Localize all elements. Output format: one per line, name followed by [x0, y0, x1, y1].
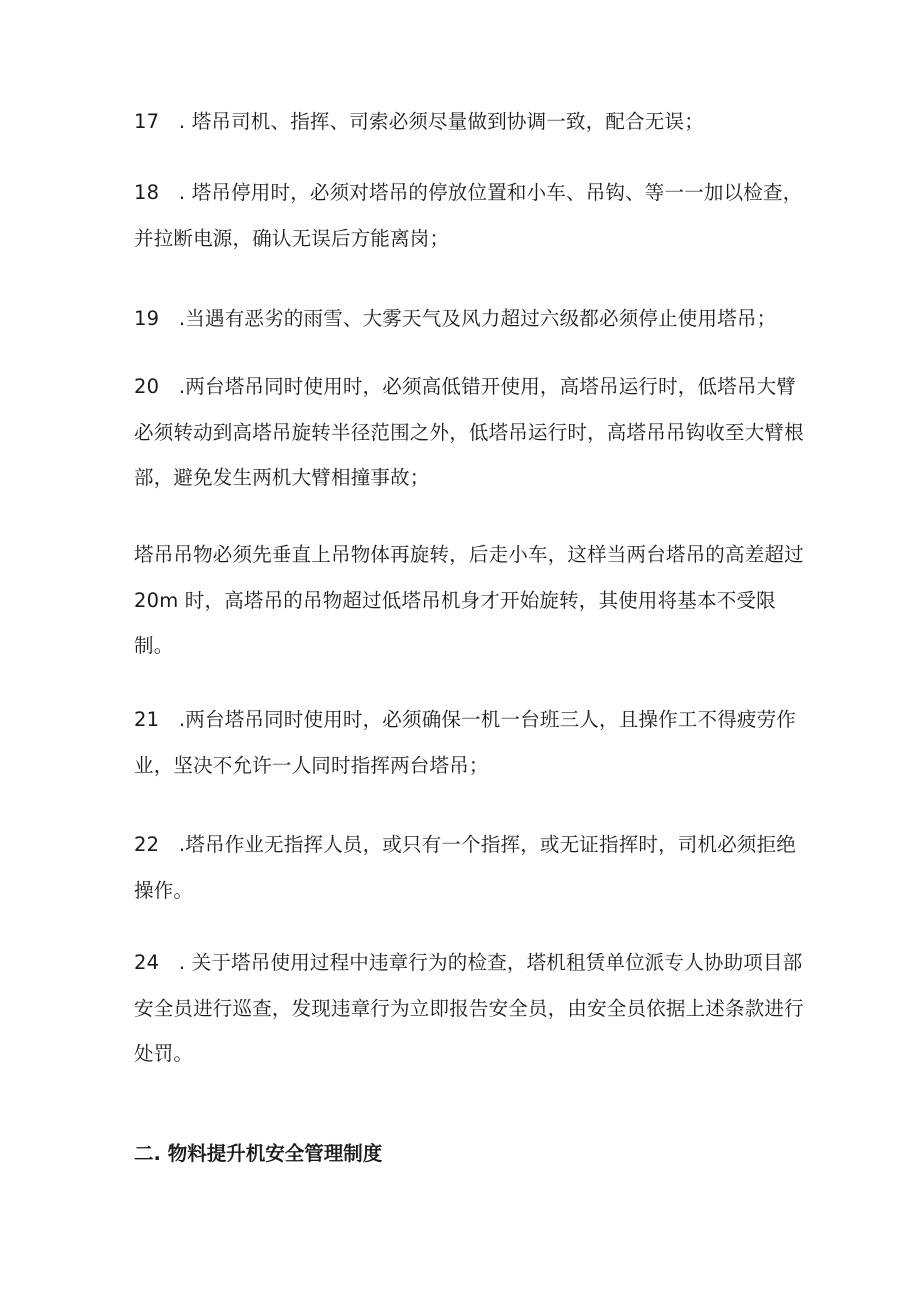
paragraph-item-24: 24 . 关于塔吊使用过程中违章行为的检查，塔机租赁单位派专人协助项目部安全员进行巡查，发现违章行为立即报告安全员，由安全员依据上述条款进行处罚。: [134, 951, 804, 1065]
paragraph-lifting-note: 塔吊吊物必须先垂直上吊物体再旋转，后走小车，这样当两台塔吊的高差超过 20m 时，高塔吊的吊物超过低塔吊机身才开始旋转，其使用将基本不受限制。: [134, 543, 804, 657]
paragraph-item-19: 19 .当遇有恶劣的雨雪、大雾天气及风力超过六级都必须停止使用塔吊；: [134, 307, 777, 330]
paragraph-item-20: 20 .两台塔吊同时使用时，必须高低错开使用，高塔吊运行时，低塔吊大臂必须转动到高塔吊旋转半径范围之外，低塔吊运行时，高塔吊吊钩收至大臂根部，避免发生两机大臂相撞事故；: [134, 375, 804, 489]
paragraph-item-22: 22 .塔吊作业无指挥人员，或只有一个指挥，或无证指挥时，司机必须拒绝操作。: [134, 833, 797, 902]
paragraph-item-17: 17 . 塔吊司机、指挥、司索必须尽量做到协调一致，配合无误；: [134, 110, 704, 133]
paragraph-item-21: 21 .两台塔吊同时使用时，必须确保一机一台班三人，且操作工不得疲劳作业，坚决不允许一人同时指挥两台塔吊；: [134, 708, 797, 777]
paragraph-item-18: 18 . 塔吊停用时，必须对塔吊的停放位置和小车、吊钩、等一一加以检查，并拉断电源，确认无误后方能离岗；: [134, 181, 803, 250]
section-heading: 二. 物料提升机安全管理制度: [134, 1142, 383, 1165]
